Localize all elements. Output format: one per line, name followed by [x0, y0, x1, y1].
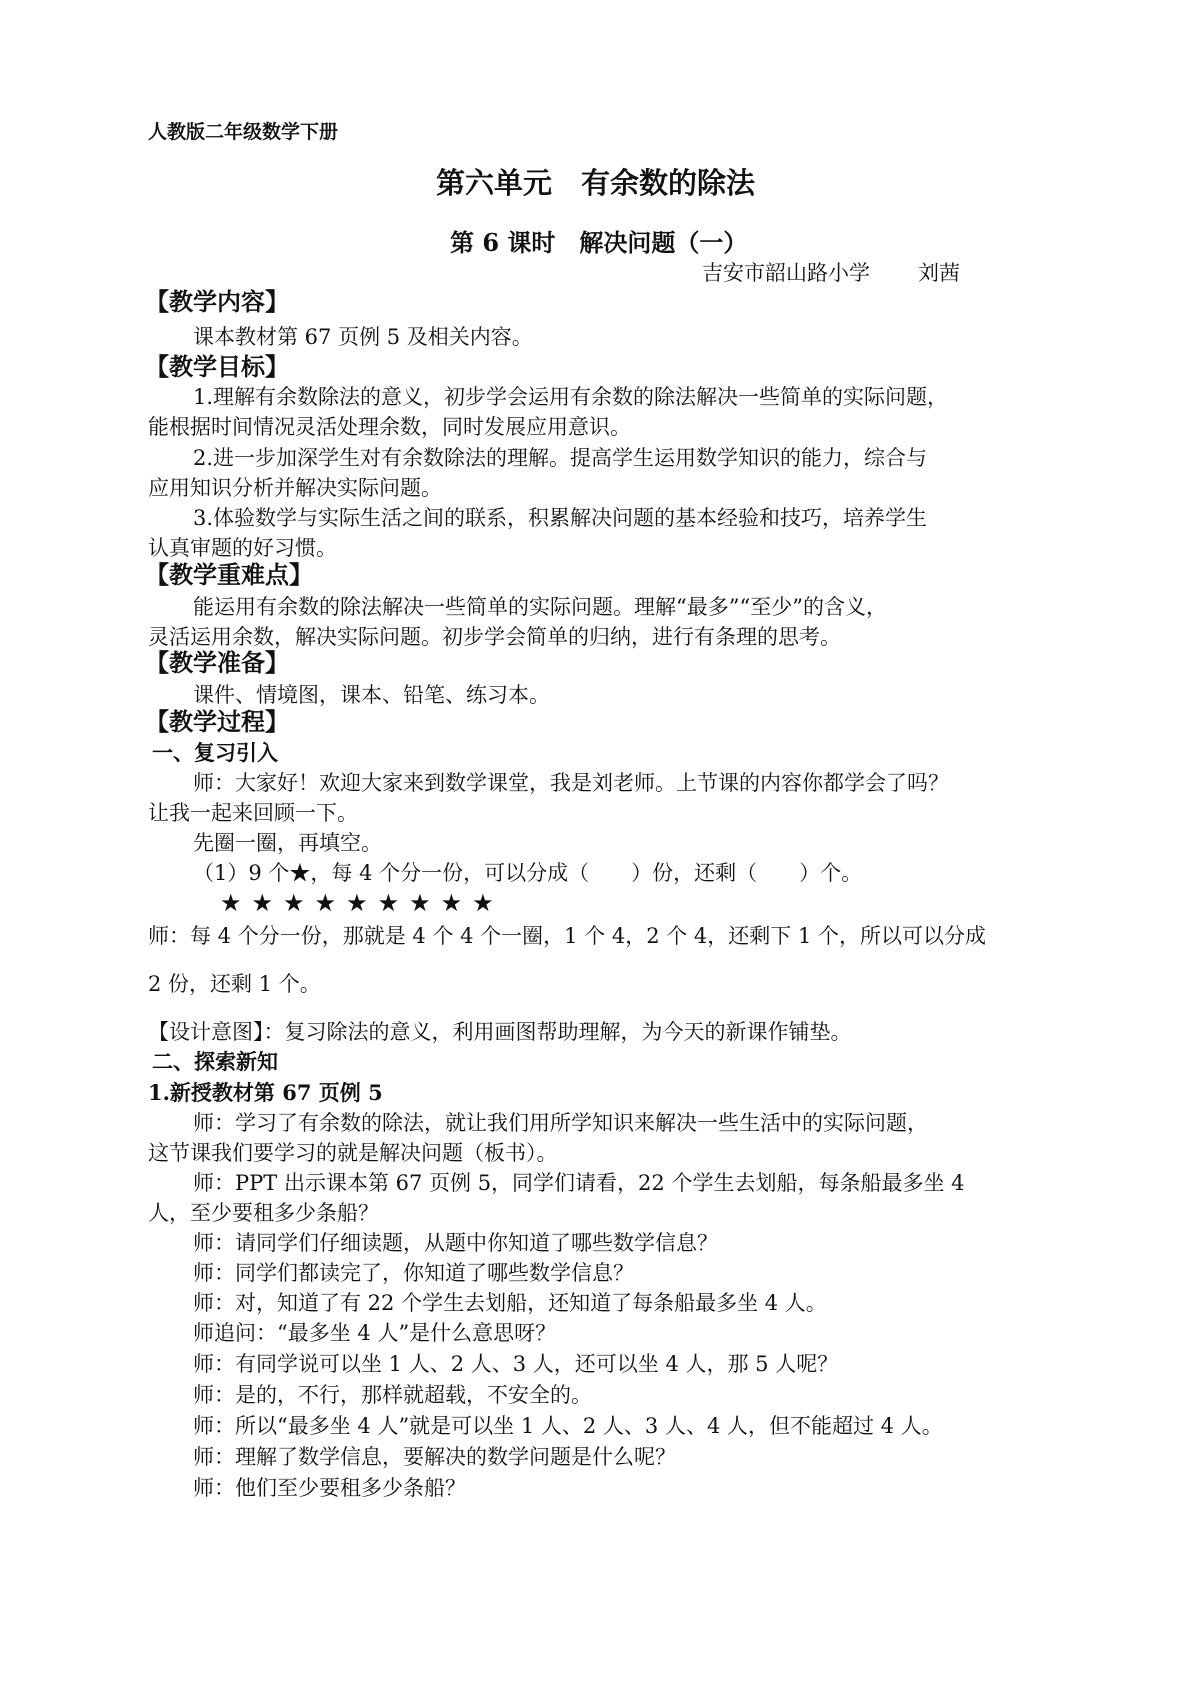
section-heading-keypoints: 【教学重难点】 — [145, 560, 313, 589]
new-line-10: 师：是的，不行，那样就超载，不安全的。 — [193, 1383, 592, 1407]
goal-1-line-1: 1.理解有余数除法的意义，初步学会运用有余数的除法解决一些简单的实际问题， — [193, 385, 949, 409]
new-line-13: 师：他们至少要租多少条船？ — [193, 1476, 466, 1500]
lesson-title: 第 6 课时 解决问题（一） — [450, 228, 748, 257]
content-text: 课本教材第 67 页例 5 及相关内容。 — [193, 325, 533, 349]
design-intent: 【设计意图】：复习除法的意义，利用画图帮助理解，为今天的新课作铺垫。 — [148, 1020, 852, 1044]
section-heading-goals: 【教学目标】 — [145, 352, 289, 381]
new-line-7: 师：对，知道了有 22 个学生去划船，还知道了每条船最多坐 4 人。 — [193, 1291, 827, 1315]
section-heading-content: 【教学内容】 — [145, 287, 289, 316]
step-2-heading: 二、探索新知 — [152, 1049, 278, 1074]
review-answer-line-2: 2 份，还剩 1 个。 — [148, 972, 321, 996]
keypoints-line-2: 灵活运用余数，解决实际问题。初步学会简单的归纳，进行有条理的思考。 — [148, 625, 841, 649]
review-line-1: 师：大家好！欢迎大家来到数学课堂，我是刘老师。上节课的内容你都学会了吗？ — [193, 771, 949, 795]
new-line-8: 师追问：“最多坐 4 人”是什么意思呀？ — [193, 1321, 557, 1345]
new-line-11: 师：所以“最多坐 4 人”就是可以坐 1 人、2 人、3 人、4 人，但不能超过 4 人。 — [193, 1414, 943, 1438]
review-question: （1）9 个★，每 4 个分一份，可以分成（ ）份，还剩（ ）个。 — [193, 861, 863, 885]
keypoints-line-1: 能运用有余数的除法解决一些简单的实际问题。理解“最多”“至少”的含义， — [193, 595, 887, 619]
review-instruction: 先圈一圈，再填空。 — [193, 831, 382, 855]
new-line-12: 师：理解了数学信息，要解决的数学问题是什么呢？ — [193, 1445, 676, 1469]
prep-text: 课件、情境图，课本、铅笔、练习本。 — [193, 683, 550, 707]
goal-3-line-1: 3.体验数学与实际生活之间的联系，积累解决问题的基本经验和技巧，培养学生 — [193, 506, 928, 530]
new-line-6: 师：同学们都读完了，你知道了哪些数学信息？ — [193, 1261, 634, 1285]
author-line — [702, 258, 960, 288]
new-line-9: 师：有同学说可以坐 1 人、2 人、3 人，还可以坐 4 人，那 5 人呢？ — [193, 1352, 839, 1376]
sub-heading-example-5: 1.新授教材第 67 页例 5 — [148, 1080, 383, 1105]
goal-2-line-2: 应用知识分析并解决实际问题。 — [148, 476, 442, 500]
section-heading-prep: 【教学准备】 — [145, 648, 289, 677]
new-line-2: 这节课我们要学习的就是解决问题（板书）。 — [148, 1141, 558, 1165]
new-line-5: 师：请同学们仔细读题，从题中你知道了哪些数学信息？ — [193, 1231, 718, 1255]
review-line-2: 让我一起来回顾一下。 — [148, 801, 358, 825]
step-1-heading: 一、复习引入 — [152, 740, 278, 765]
new-line-3: 师：PPT 出示课本第 67 页例 5，同学们请看，22 个学生去划船，每条船最多坐 4 — [193, 1171, 965, 1195]
school-name: 吉安市韶山路小学 — [702, 261, 870, 285]
section-heading-process: 【教学过程】 — [145, 707, 289, 736]
goal-3-line-2: 认真审题的好习惯。 — [148, 536, 337, 560]
goal-2-line-1: 2.进一步加深学生对有余数除法的理解。提高学生运用数学知识的能力，综合与 — [193, 446, 928, 470]
unit-title: 第六单元 有余数的除法 — [435, 166, 755, 200]
new-line-4: 人，至少要租多少条船？ — [148, 1201, 379, 1225]
star-row: ★★★★★★★★★ — [220, 889, 504, 917]
new-line-1: 师：学习了有余数的除法，就让我们用所学知识来解决一些生活中的实际问题， — [193, 1111, 928, 1135]
author-name: 刘茜 — [918, 261, 960, 285]
review-answer-line-1: 师：每 4 个分一份，那就是 4 个 4 个一圈，1 个 4，2 个 4，还剩下 1 个，所以可以分成 — [148, 924, 986, 948]
goal-1-line-2: 能根据时间情况灵活处理余数，同时发展应用意识。 — [148, 415, 631, 439]
textbook-series: 人教版二年级数学下册 — [148, 121, 339, 143]
